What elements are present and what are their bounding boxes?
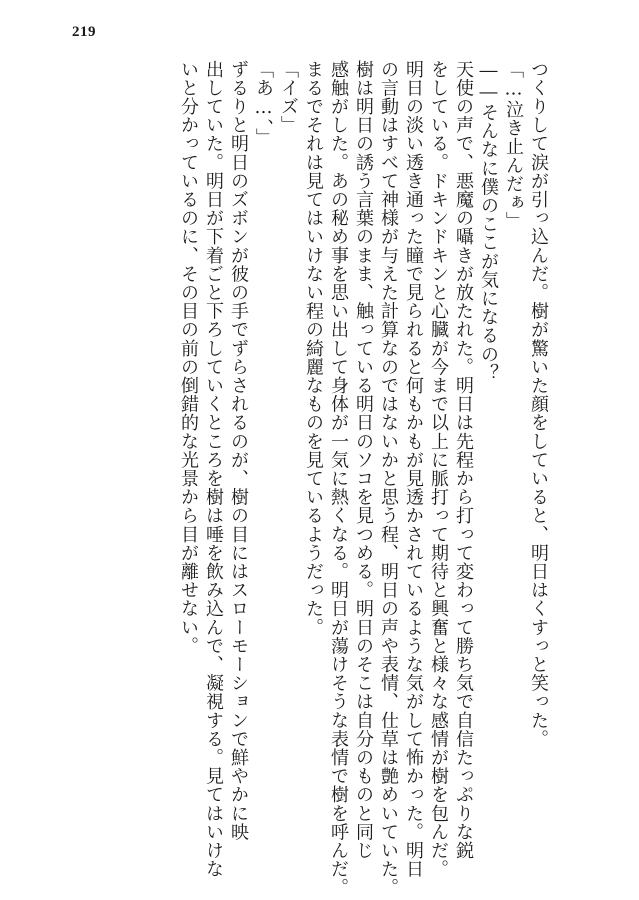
text-line: まるでそれは見てはいけない程の綺麗なものを見ているようだった。 xyxy=(303,60,324,637)
page-number: 219 xyxy=(72,24,96,40)
text-line: の言動はすべて神様が与えた計算なのではないかと思う程、明日の声や表情、仕草は艶めいていた。 xyxy=(378,60,399,897)
text-line: いと分かっているのに、その目の前の倒錯的な光景から目が離せない。 xyxy=(178,60,199,656)
text-line: つくりして涙が引っ込んだ。樹が驚いた顔をしていると、明日はくすっと笑った。 xyxy=(528,60,549,749)
text-line: 「イズ」 xyxy=(278,60,299,135)
text-line: 出していた。明日が下着ごと下ろしていくところを樹は唾を飲み込んで、凝視する。見てはいけな xyxy=(203,60,224,879)
text-line: ――そんなに僕のここが気になるの？ xyxy=(478,60,499,383)
text-line: 「…泣き止んだぁ」 xyxy=(503,60,524,231)
text-line: 「あ…、」 xyxy=(253,60,274,147)
text-line: 天使の声で、悪魔の囁きが放たれた。明日は先程から打って変わって勝ち気で自信たっぷりな鋭 xyxy=(453,60,474,860)
text-line: 樹は明日の誘う言葉のまま、触っている明日のソコを見つめる。明日のそこは自分のものと同じ xyxy=(353,60,374,860)
text-line: ずるりと明日のズボンが彼の手でずらされるのが、樹の目にはスローモーションで鮮やかに映 xyxy=(228,60,249,842)
text-line: をしている。ドキンドキンと心臓が今まで以上に脈打って期待と興奮と様々な感情が樹を包んだ。 xyxy=(428,60,449,879)
text-line: 感触がした。あの秘め事を思い出して身体が一気に熱くなる。明日が蕩けそうな表情で樹を呼んだ。 xyxy=(328,60,349,897)
text-line: 明日の淡い透き通った瞳で見られると何もかもが見透かされているような気がして怖かった。明日 xyxy=(403,60,424,879)
vertical-text-block xyxy=(176,60,551,897)
